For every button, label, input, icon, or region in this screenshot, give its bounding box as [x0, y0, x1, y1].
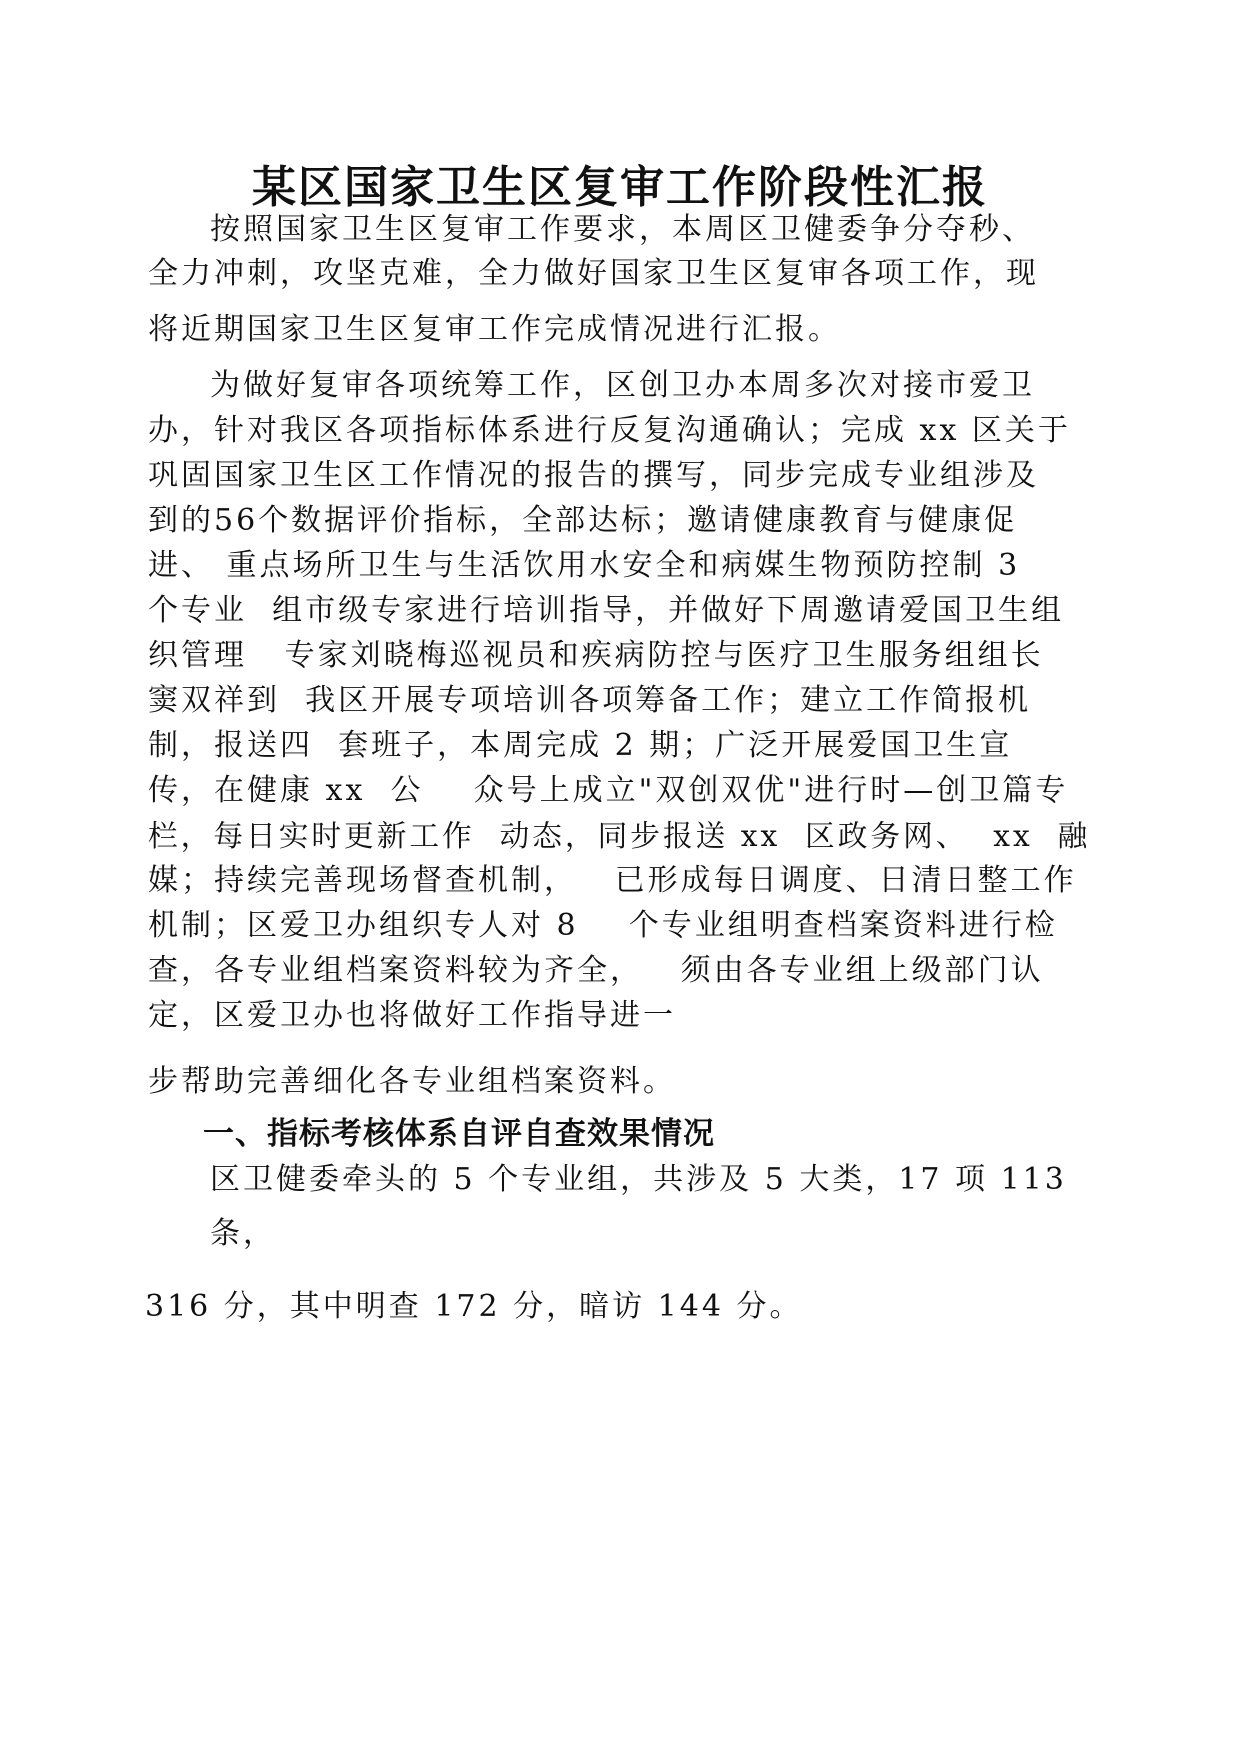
paragraph-2-line-7: 织管理 专家刘晓梅巡视员和疾病防控与医疗卫生服务组组长 [148, 638, 1044, 673]
paragraph-3-line-2: 条， [210, 1216, 276, 1251]
paragraph-2-line-15: 定，区爱卫办也将做好工作指导进一 [148, 998, 676, 1033]
paragraph-2-line-13: 机制；区爱卫办组织专人对 8 个专业组明查档案资料进行检 [148, 908, 1058, 943]
paragraph-1-line-1: 按照国家卫生区复审工作要求，本周区卫健委争分夺秒、 [210, 212, 1035, 247]
paragraph-2-line-1: 为做好复审各项统筹工作，区创卫办本周多次对接市爱卫 [210, 368, 1035, 403]
paragraph-2-line-10: 传，在健康 xx 公 众号上成立"双创双优"进行时—创卫篇专 [148, 773, 1069, 808]
paragraph-2-line-9: 制，报送四 套班子，本周完成 2 期；广泛开展爱国卫生宣 [148, 728, 1013, 763]
paragraph-2-line-2: 办，针对我区各项指标体系进行反复沟通确认；完成 xx 区关于 [148, 413, 1071, 448]
paragraph-2-line-5: 进、 重点场所卫生与生活饮用水安全和病媒生物预防控制 3 [148, 548, 1021, 583]
section-heading-1: 一、指标考核体系自评自查效果情况 [203, 1116, 715, 1152]
paragraph-2-line-14: 查，各专业组档案资料较为齐全， 须由各专业组上级部门认 [148, 953, 1044, 988]
paragraph-1-line-2: 全力冲刺，攻坚克难，全力做好国家卫生区复审各项工作，现 [148, 256, 1039, 291]
paragraph-2-line-11: 栏，每日实时更新工作 动态，同步报送 xx 区政务网、 xx 融 [148, 818, 1091, 853]
paragraph-3-line-3: 316 分，其中明查 172 分，暗访 144 分。 [145, 1289, 803, 1324]
paragraph-2-line-6: 个专业 组市级专家进行培训指导，并做好下周邀请爱国卫生组 [148, 593, 1065, 628]
paragraph-2-line-16: 步帮助完善细化各专业组档案资料。 [148, 1064, 676, 1099]
paragraph-3-line-1: 区卫健委牵头的 5 个专业组，共涉及 5 大类，17 项 113 [210, 1162, 1067, 1197]
paragraph-2-line-12: 媒；持续完善现场督查机制， 已形成每日调度、日清日整工作 [148, 863, 1077, 898]
paragraph-1-line-3: 将近期国家卫生区复审工作完成情况进行汇报。 [148, 312, 841, 347]
paragraph-2-line-3: 巩固国家卫生区工作情况的报告的撰写，同步完成专业组涉及 [148, 458, 1039, 493]
document-title: 某区国家卫生区复审工作阶段性汇报 [252, 162, 988, 213]
paragraph-2-line-8: 窦双祥到 我区开展专项培训各项筹备工作；建立工作简报机 [148, 683, 1032, 718]
paragraph-2-line-4: 到的56个数据评价指标，全部达标；邀请健康教育与健康促 [148, 503, 1018, 538]
